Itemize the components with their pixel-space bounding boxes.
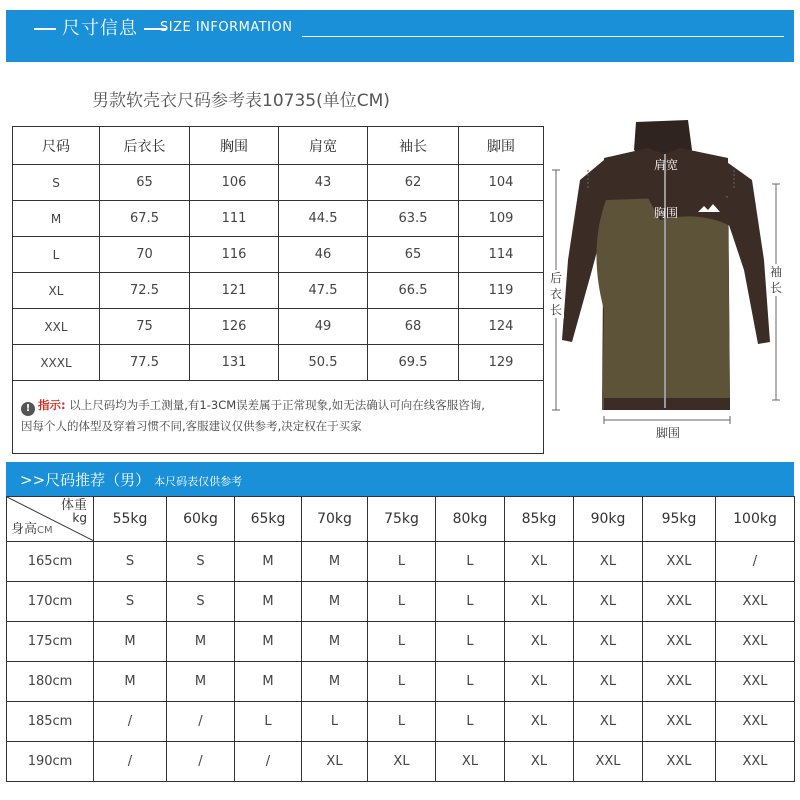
size-recommendation: M	[302, 622, 368, 662]
size-value: 44.5	[279, 201, 368, 237]
recommend-table	[6, 496, 795, 782]
size-value: 104	[459, 165, 544, 201]
size-recommendation: M	[94, 622, 167, 662]
size-value: 49	[279, 309, 368, 345]
corner-weight	[61, 499, 87, 525]
label-sleeve	[770, 264, 784, 296]
table-row	[13, 273, 544, 309]
size-value: 109	[459, 201, 544, 237]
recommend-title	[20, 469, 242, 490]
header-title-text: 尺寸信息	[62, 18, 138, 39]
corner-height-unit: CM	[37, 525, 53, 536]
label-back-length-1: 后	[550, 271, 563, 285]
size-recommendation: XXL	[716, 662, 795, 702]
size-recommendation: XL	[505, 622, 574, 662]
recommend-title-gender: （男）	[105, 471, 151, 489]
jacket-illustration	[548, 110, 794, 450]
size-value: 70	[100, 237, 190, 273]
label-back-length-2: 衣	[550, 287, 563, 301]
size-recommendation: M	[302, 542, 368, 582]
col-header: 尺码	[13, 127, 100, 165]
size-value: 50.5	[279, 345, 368, 381]
col-header: 后衣长	[100, 127, 190, 165]
size-recommendation: M	[167, 622, 235, 662]
size-recommendation: XL	[574, 662, 643, 702]
table-row	[7, 662, 795, 702]
size-value: 75	[100, 309, 190, 345]
jacket-hem	[604, 398, 730, 410]
size-note	[13, 381, 544, 454]
size-recommendation: /	[94, 742, 167, 782]
height-label: 165cm	[7, 542, 94, 582]
weight-header: 55kg	[94, 497, 167, 542]
size-recommendation: XXL	[643, 622, 716, 662]
label-back-length	[550, 270, 564, 318]
size-value: 66.5	[368, 273, 459, 309]
table-row	[7, 582, 795, 622]
size-recommendation: S	[167, 582, 235, 622]
size-label: M	[13, 201, 100, 237]
corner-weight-unit: kg	[72, 511, 87, 525]
size-value: 114	[459, 237, 544, 273]
table-row	[13, 165, 544, 201]
weight-header: 65kg	[235, 497, 302, 542]
corner-weight-label: 体重	[60, 498, 87, 513]
size-value: 119	[459, 273, 544, 309]
size-recommendation: XL	[505, 662, 574, 702]
label-sleeve-1: 袖	[770, 265, 783, 279]
size-recommendation: XXL	[643, 702, 716, 742]
note-label: 指示:	[38, 398, 66, 412]
size-recommendation: M	[167, 662, 235, 702]
size-label: XL	[13, 273, 100, 309]
height-label: 190cm	[7, 742, 94, 782]
note-line-2: 因每个人的体型及穿着习惯不同,客服建议仅供参考,决定权在于买家	[21, 419, 362, 433]
table-row	[13, 309, 544, 345]
size-recommendation: XXL	[643, 662, 716, 702]
col-header: 袖长	[368, 127, 459, 165]
size-recommendation: XXL	[643, 582, 716, 622]
label-chest: 胸围	[654, 206, 679, 220]
size-recommendation: M	[235, 622, 302, 662]
size-value: 124	[459, 309, 544, 345]
size-recommendation: S	[167, 542, 235, 582]
col-header: 脚围	[459, 127, 544, 165]
size-recommendation: /	[167, 702, 235, 742]
size-recommendation: L	[368, 622, 436, 662]
size-recommendation: XXL	[643, 542, 716, 582]
size-value: 65	[100, 165, 190, 201]
size-value: 121	[190, 273, 279, 309]
header-title	[28, 14, 172, 40]
size-value: 46	[279, 237, 368, 273]
size-recommendation: L	[368, 582, 436, 622]
height-label: 170cm	[7, 582, 94, 622]
weight-header: 80kg	[436, 497, 505, 542]
size-recommendation: XL	[574, 702, 643, 742]
weight-header: 95kg	[643, 497, 716, 542]
size-label: L	[13, 237, 100, 273]
size-recommendation: L	[368, 662, 436, 702]
size-value: 68	[368, 309, 459, 345]
weight-header: 90kg	[574, 497, 643, 542]
size-recommendation: M	[235, 542, 302, 582]
corner-height	[11, 518, 53, 537]
height-label: 180cm	[7, 662, 94, 702]
size-recommendation: M	[235, 582, 302, 622]
header-rule	[302, 36, 784, 37]
size-label: XXXL	[13, 345, 100, 381]
size-recommendation: XL	[368, 742, 436, 782]
height-label: 185cm	[7, 702, 94, 742]
size-recommendation: S	[94, 542, 167, 582]
size-recommendation: XXL	[716, 742, 795, 782]
size-recommendation: XXL	[574, 742, 643, 782]
table-row	[7, 542, 795, 582]
table-row	[13, 237, 544, 273]
size-recommendation: XL	[574, 622, 643, 662]
size-recommendation: L	[436, 582, 505, 622]
size-recommendation: XXL	[716, 582, 795, 622]
label-back-length-3: 长	[550, 303, 563, 317]
weight-header: 70kg	[302, 497, 368, 542]
size-recommendation: M	[302, 582, 368, 622]
size-value: 77.5	[100, 345, 190, 381]
weight-header: 75kg	[368, 497, 436, 542]
col-header: 肩宽	[279, 127, 368, 165]
size-recommendation: XXL	[716, 702, 795, 742]
size-recommendation: XL	[574, 582, 643, 622]
size-recommendation: XL	[505, 582, 574, 622]
size-recommendation: /	[716, 542, 795, 582]
size-recommendation: L	[436, 662, 505, 702]
corner-cell	[7, 497, 94, 542]
note-line-1: 以上尺码均为手工测量,有1-3CM误差属于正常现象,如无法确认可向在线客服咨询,	[69, 398, 485, 412]
size-value: 62	[368, 165, 459, 201]
recommend-header	[7, 497, 795, 542]
dash-left	[34, 28, 56, 30]
size-value: 47.5	[279, 273, 368, 309]
label-shoulder: 肩宽	[654, 158, 679, 172]
size-label: XXL	[13, 309, 100, 345]
table-row	[13, 201, 544, 237]
col-header: 胸围	[190, 127, 279, 165]
size-value: 116	[190, 237, 279, 273]
size-recommendation: XL	[505, 542, 574, 582]
size-table-title: 男款软壳衣尺码参考表10735(单位CM)	[92, 91, 390, 111]
size-value: 129	[459, 345, 544, 381]
size-value: 69.5	[368, 345, 459, 381]
size-recommendation: XL	[436, 742, 505, 782]
size-value: 63.5	[368, 201, 459, 237]
warning-icon: !	[21, 402, 35, 416]
size-value: 43	[279, 165, 368, 201]
size-recommendation: XXL	[643, 742, 716, 782]
size-recommendation: M	[235, 662, 302, 702]
size-recommendation: L	[235, 702, 302, 742]
size-value: 111	[190, 201, 279, 237]
size-recommendation: XL	[302, 742, 368, 782]
size-table	[12, 126, 544, 454]
size-recommendation: L	[436, 702, 505, 742]
size-recommendation: S	[94, 582, 167, 622]
size-recommendation: M	[302, 662, 368, 702]
weight-header: 100kg	[716, 497, 795, 542]
size-recommendation: L	[302, 702, 368, 742]
size-recommendation: L	[368, 702, 436, 742]
size-recommendation: L	[436, 622, 505, 662]
corner-height-label: 身高	[11, 522, 38, 537]
table-row	[7, 742, 795, 782]
size-recommendation: XL	[505, 742, 574, 782]
size-recommendation: XXL	[716, 622, 795, 662]
jacket-right-sleeve	[724, 160, 770, 344]
size-value: 131	[190, 345, 279, 381]
size-recommendation: L	[436, 542, 505, 582]
size-recommendation: XL	[505, 702, 574, 742]
table-row	[7, 702, 795, 742]
size-value: 126	[190, 309, 279, 345]
size-recommendation: /	[94, 702, 167, 742]
table-row	[13, 345, 544, 381]
table-row	[7, 622, 795, 662]
label-sleeve-2: 长	[770, 281, 783, 295]
size-recommendation: /	[235, 742, 302, 782]
recommend-title-note: 本尺码表仅供参考	[154, 475, 243, 488]
size-value: 106	[190, 165, 279, 201]
size-recommendation: M	[94, 662, 167, 702]
size-recommendation: XL	[574, 542, 643, 582]
size-value: 65	[368, 237, 459, 273]
weight-header: 60kg	[167, 497, 235, 542]
recommend-title-main: >>尺码推荐	[20, 471, 106, 489]
size-value: 67.5	[100, 201, 190, 237]
size-value: 72.5	[100, 273, 190, 309]
height-label: 175cm	[7, 622, 94, 662]
size-label: S	[13, 165, 100, 201]
size-recommendation: L	[368, 542, 436, 582]
jacket-olive-panel	[596, 196, 730, 410]
size-table-header	[13, 127, 544, 165]
size-recommendation: /	[167, 742, 235, 782]
header-subtitle: SIZE INFORMATION	[160, 20, 293, 35]
weight-header: 85kg	[505, 497, 574, 542]
label-hem: 脚围	[656, 426, 681, 440]
